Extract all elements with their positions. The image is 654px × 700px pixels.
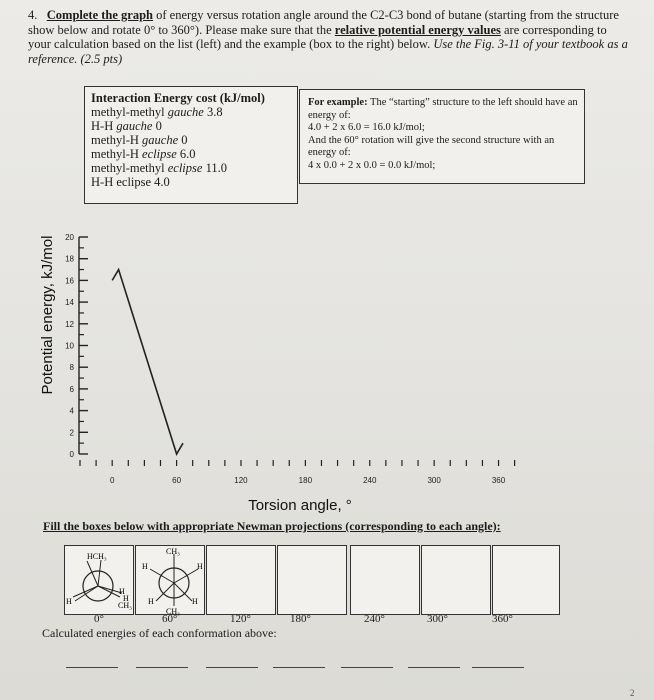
y-tick-label: 12	[65, 319, 74, 329]
newman60-h-left: H	[142, 562, 148, 571]
x-tick-label: 360	[491, 476, 506, 485]
energy-blank-360[interactable]	[472, 667, 524, 668]
energy-blank-300[interactable]	[408, 667, 460, 668]
newman-box-180[interactable]	[277, 545, 347, 615]
newman0-h-front1: H	[119, 587, 125, 596]
y-tick-label: 18	[65, 254, 74, 264]
angle-label-60: 60°	[162, 613, 178, 625]
newman60-ch3-top: CH₃	[166, 547, 180, 556]
y-tick-label: 4	[69, 406, 74, 416]
energy-cost-title: Interaction Energy cost (kJ/mol)	[91, 91, 265, 105]
angle-label-120: 120°	[230, 613, 251, 625]
newman-box-0[interactable]	[64, 545, 134, 615]
newman-box-240[interactable]	[350, 545, 420, 615]
newman0-h-left: H	[66, 597, 72, 606]
calculated-energies-label: Calculated energies of each conformation above:	[42, 626, 277, 640]
newman-box-60[interactable]	[135, 545, 205, 615]
energy-row: methyl-H eclipse 6.0	[91, 147, 196, 161]
energy-blank-60[interactable]	[136, 667, 188, 668]
page-number: 2	[630, 688, 635, 698]
newman-projection-60	[136, 546, 206, 616]
y-tick-label: 8	[69, 363, 74, 373]
angle-label-180: 180°	[290, 613, 311, 625]
newman0-ch3-bottom: CH₃	[118, 601, 132, 610]
energy-row: methyl-methyl eclipse 11.0	[91, 161, 227, 175]
energy-row: H-H gauche 0	[91, 119, 162, 133]
example-line4: 4 x 0.0 + 2 x 0.0 = 0.0 kJ/mol;	[308, 159, 436, 171]
question-task: Complete the graph	[46, 8, 153, 22]
example-label: For example:	[308, 97, 368, 108]
newman0-h-front2: H	[123, 594, 129, 603]
energy-blank-120[interactable]	[206, 667, 258, 668]
y-tick-label: 2	[69, 428, 74, 438]
newman60-h-lower-right: H	[192, 597, 198, 606]
energy-blank-180[interactable]	[273, 667, 325, 668]
newman-projection-0	[65, 546, 135, 616]
question-number: 4.	[28, 8, 38, 22]
y-tick-label: 14	[65, 298, 74, 308]
y-tick-label: 0	[69, 450, 74, 459]
energy-blank-240[interactable]	[341, 667, 393, 668]
x-tick-label: 240	[363, 476, 377, 485]
question-emphasis: relative potential energy values	[334, 22, 501, 37]
x-tick-label: 60	[172, 476, 182, 485]
energy-row: methyl-H gauche 0	[91, 133, 188, 147]
example-line2: 4.0 + 2 x 6.0 = 16.0 kJ/mol;	[308, 122, 425, 133]
newman-box-120[interactable]	[206, 545, 276, 615]
energy-row: methyl-methyl gauche 3.8	[91, 105, 223, 119]
energy-curve	[112, 270, 183, 454]
energy-blank-0[interactable]	[66, 667, 118, 668]
newman60-ch3-bottom: CH₃	[166, 607, 180, 616]
angle-label-240: 240°	[364, 613, 385, 625]
newman60-h-right: H	[197, 562, 203, 571]
newman-box-360[interactable]	[492, 545, 560, 615]
x-tick-label: 0	[109, 476, 115, 485]
newman0-top-label: HCH₃	[87, 552, 107, 561]
example-line3: And the 60° rotation will give the second structure with an energy of:	[308, 134, 555, 158]
angle-label-360: 360°	[492, 613, 513, 625]
x-tick-label: 300	[427, 476, 441, 485]
y-axis-label: Potential energy, kJ/mol	[39, 235, 56, 395]
question-body-1: of energy versus rotation angle around the C2-C3 bond of butane (starting from the structure show below and rotate 0° to 360°). Please make sure that the	[28, 8, 619, 37]
angle-label-0: 0°	[94, 613, 104, 625]
angle-label-300: 300°	[427, 613, 448, 625]
energy-chart	[0, 220, 654, 520]
y-tick-label: 20	[65, 233, 74, 242]
y-tick-label: 16	[65, 276, 74, 286]
energy-cost-box	[84, 86, 298, 204]
x-tick-label: 180	[298, 476, 313, 485]
x-axis-label: Torsion angle, °	[248, 497, 352, 514]
newman-instruction: Fill the boxes below with appropriate Newman projections (corresponding to each angle):	[43, 519, 501, 533]
newman60-h-lower-left: H	[148, 597, 154, 606]
question-text	[28, 8, 628, 66]
y-tick-label: 10	[65, 341, 74, 351]
question-body-2: are corresponding to your calculation based on the list (left) and the example (box to the right) below.	[28, 22, 607, 51]
example-box	[299, 89, 585, 184]
energy-row: H-H eclipse 4.0	[91, 175, 170, 189]
y-tick-label: 6	[69, 384, 74, 394]
question-reference: Use the Fig. 3-11 of your textbook as a reference. (2.5 pts)	[28, 37, 628, 66]
x-tick-label: 120	[234, 476, 248, 485]
example-line1: The “starting” structure to the left should have an energy of:	[308, 97, 578, 121]
newman-box-300[interactable]	[421, 545, 491, 615]
